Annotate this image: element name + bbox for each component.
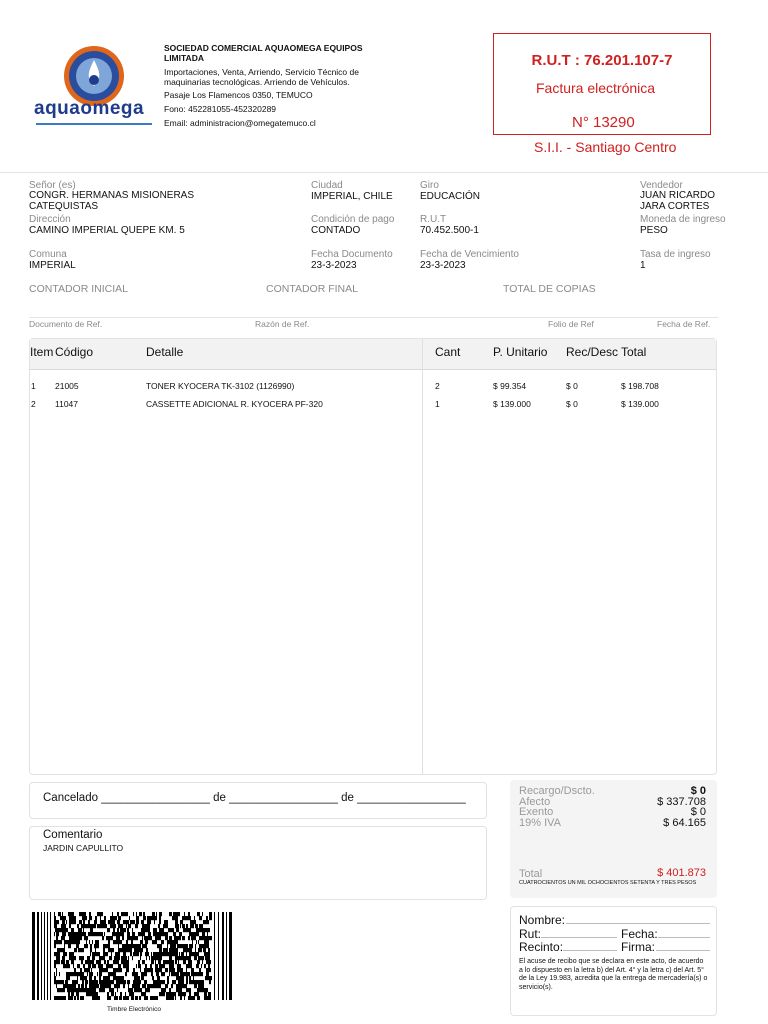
fecha-ref-label: Fecha de Ref. [657, 319, 711, 329]
recibo-firma-line [656, 940, 710, 951]
giro-label: Giro [420, 180, 439, 191]
comentario-label: Comentario [43, 829, 103, 841]
vendedor-value: JUAN RICARDO JARA CORTES [640, 190, 716, 212]
row-cant: 2 [435, 381, 440, 391]
vendedor-label: Vendedor [640, 180, 683, 191]
document-type: Factura electrónica [536, 80, 656, 96]
row-cant: 1 [435, 399, 440, 409]
row-detalle: CASSETTE ADICIONAL R. KYOCERA PF-320 [146, 399, 323, 409]
company-email: Email: administracion@omegatemuco.cl [164, 118, 316, 128]
rut-box [493, 33, 711, 135]
recibo-nombre-label: Nombre: [519, 913, 566, 927]
folio-ref-label: Folio de Ref [548, 319, 594, 329]
col-recdesc: Rec/Desc [566, 345, 619, 359]
col-punit: P. Unitario [493, 345, 548, 359]
contador-inicial-label: CONTADOR INICIAL [29, 283, 128, 295]
afecto-value: $ 337.708 [657, 796, 706, 808]
cancelado-blank-1: _________________ [101, 792, 210, 804]
contador-final-label: CONTADOR FINAL [266, 283, 358, 295]
company-logo [30, 40, 158, 132]
comuna-value: IMPERIAL [29, 260, 76, 271]
total-in-words: CUATROCIENTOS UN MIL OCHOCIENTOS SETENTA Y TRES PESOS [519, 880, 697, 886]
recibo-fecha-label: Fecha: [621, 927, 658, 941]
exento-value: $ 0 [690, 806, 706, 818]
direccion-label: Dirección [29, 214, 71, 225]
logo-underline [36, 123, 152, 125]
tasa-value: 1 [640, 260, 646, 271]
iva-label: 19% IVA [519, 817, 561, 829]
fecha-venc-label: Fecha de Vencimiento [420, 249, 519, 260]
recibo-recinto-label: Recinto: [519, 940, 564, 954]
sii-office: S.I.I. - Santiago Centro [534, 139, 677, 155]
fecha-doc-label: Fecha Documento [311, 249, 393, 260]
row-item: 2 [31, 399, 36, 409]
fecha-venc-value: 23-3-2023 [420, 260, 466, 271]
cancelado-label: Cancelado [43, 792, 98, 804]
refs-divider [29, 317, 718, 318]
recibo-fecha-line [658, 927, 710, 938]
cancelado-de-2: de [341, 792, 354, 804]
razon-ref-label: Razón de Ref. [255, 319, 310, 329]
documento-ref-label: Documento de Ref. [29, 319, 103, 329]
rut-number: R.U.T : 76.201.107-7 [531, 52, 673, 69]
iva-value: $ 64.165 [663, 817, 706, 829]
comuna-label: Comuna [29, 249, 67, 260]
tasa-label: Tasa de ingreso [640, 249, 711, 260]
company-info [164, 43, 404, 129]
afecto-label: Afecto [519, 796, 551, 808]
company-activity: Importaciones, Venta, Arriendo, Servicio Técnico de maquinarias tecnológicas. Arriendo de Vehículos. [164, 67, 359, 87]
row-codigo: 21005 [55, 381, 79, 391]
total-copias-label: TOTAL DE COPIAS [503, 283, 596, 295]
senor-label: Señor (es) [29, 180, 76, 191]
senor-value: CONGR. HERMANAS MISIONERAS CATEQUISTAS [29, 190, 195, 212]
company-name: SOCIEDAD COMERCIAL AQUAOMEGA EQUIPOS LIMITADA [164, 43, 363, 63]
recargo-value: $ 0 [690, 785, 706, 797]
pdf417-barcode-icon [32, 912, 234, 1000]
row-punit: $ 139.000 [493, 399, 531, 409]
table-column-divider [422, 339, 423, 774]
row-item: 1 [31, 381, 36, 391]
client-rut-value: 70.452.500-1 [420, 225, 479, 236]
col-total: Total [621, 345, 647, 359]
timbre-label: Timbre Electrónico [107, 1006, 161, 1013]
cancelado-blank-3: _________________ [357, 792, 466, 804]
timbre-barcode [32, 912, 234, 1000]
row-recdesc: $ 0 [566, 399, 578, 409]
items-table [29, 338, 717, 775]
client-rut-label: R.U.T [420, 214, 447, 225]
company-phone: Fono: 452281055-452320289 [164, 104, 277, 114]
row-recdesc: $ 0 [566, 381, 578, 391]
ciudad-value: IMPERIAL, CHILE [311, 191, 393, 202]
invoice-number: N° 13290 [572, 114, 635, 131]
col-cant: Cant [435, 345, 461, 359]
recibo-rut-label: Rut: [519, 927, 542, 941]
company-address: Pasaje Los Flamencos 0350, TEMUCO [164, 90, 313, 100]
comentario-text: JARDIN CAPULLITO [43, 843, 124, 853]
row-detalle: TONER KYOCERA TK-3102 (1126990) [146, 381, 295, 391]
logo-wordmark: aquaomega [34, 98, 145, 119]
total-label: Total [519, 868, 543, 880]
recibo-legal-text: El acuse de recibo que se declara en este acto, de acuerdo a lo dispuesto en la letra b) del Art. 4° y la letra c) del Art. 5° de la Ley 19.983, acredita que la entrega de mercadería(s) o servicio(s). [519, 958, 708, 991]
recibo-nombre-line [566, 913, 710, 924]
condicion-value: CONTADO [311, 225, 361, 236]
moneda-label: Moneda de ingreso [640, 214, 726, 225]
cancelado-line [43, 792, 466, 804]
exento-label: Exento [519, 806, 554, 818]
direccion-value: CAMINO IMPERIAL QUEPE KM. 5 [29, 225, 185, 236]
recibo-recinto-line [563, 940, 617, 951]
row-codigo: 11047 [55, 399, 79, 409]
cancelado-de-1: de [213, 792, 226, 804]
total-value: $ 401.873 [657, 867, 706, 879]
row-punit: $ 99.354 [493, 381, 527, 391]
recibo-rut-line [541, 927, 617, 938]
fecha-doc-value: 23-3-2023 [311, 260, 357, 271]
row-total: $ 198.708 [621, 381, 659, 391]
giro-value: EDUCACIÓN [420, 191, 481, 202]
recargo-label: Recargo/Dscto. [519, 785, 595, 797]
table-header-divider [30, 369, 716, 370]
col-item: Item [30, 345, 54, 359]
ciudad-label: Ciudad [311, 180, 343, 191]
condicion-label: Condición de pago [311, 214, 395, 225]
moneda-value: PESO [640, 225, 668, 236]
header-divider [0, 172, 768, 173]
col-detalle: Detalle [146, 345, 184, 359]
row-total: $ 139.000 [621, 399, 659, 409]
cancelado-blank-2: _________________ [229, 792, 338, 804]
recibo-firma-label: Firma: [621, 940, 655, 954]
col-codigo: Código [55, 345, 94, 359]
